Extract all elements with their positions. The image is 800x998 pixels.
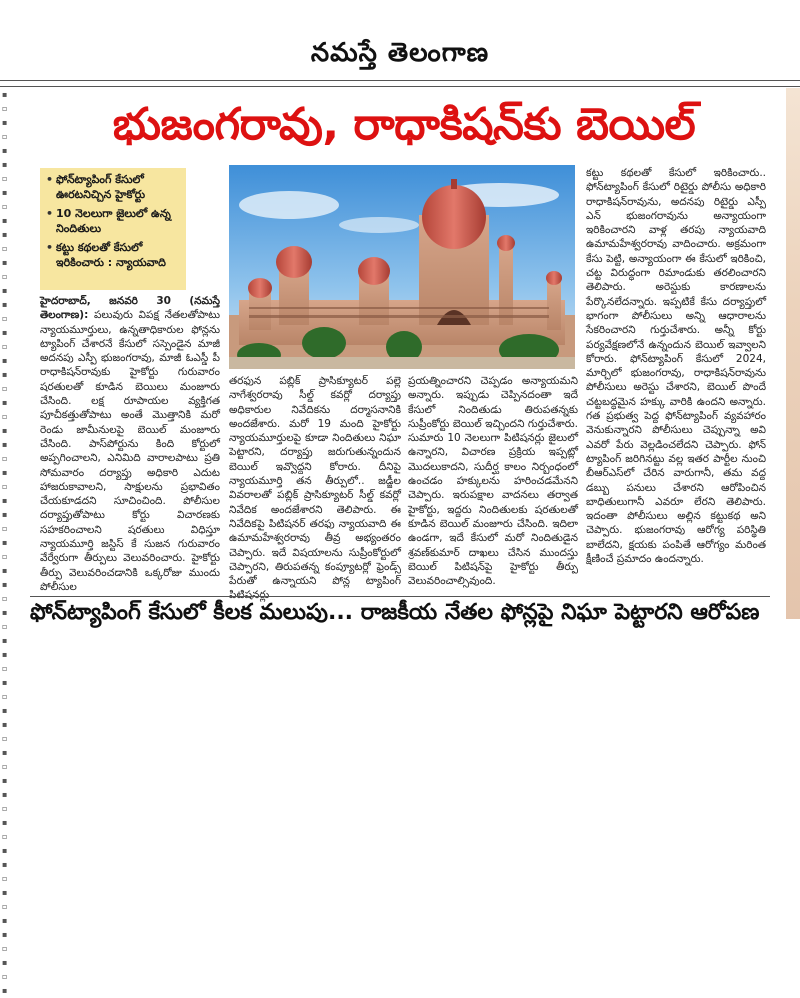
bullet-icon: • (46, 173, 54, 186)
article-text: కట్టు కథలతో కేసులో ఇరికించారు.. ఫోన్‌ట్యాపింగ్ కేసులో రిటైర్డు పోలీసు అధికారి రాధాకిషన్‌రావును, అదనపు రిటైర్డు ఎస్పీ ఎన్ భుజంగరావును అన్యాయంగా ఇరికించారని వాళ్ల తరపు న్యాయవాది ఉమామహేశ్వరరావు వాదించారు. అక్రమంగా కేసు పెట్టి, అన్యాయంగా ఈ కేసులో ఇరికించి, చట్ట విరుద్ధంగా రిమాండుకు తరలించారని తెలిపారు. అరెస్టుకు కారణాలను పేర్కొనలేదన్నారు. ఇప్పటికే కేసు దర్యాప్తులో భాగంగా పోలీసులు అన్ని ఆధారాలను సేకరించారని గుర్తుచేశారు. అన్నీ కోర్టు పర్యవేక్షణలోనే ఉన్నందున బెయిల్ ఇవ్వాలని కోరారు. ఫోన్‌ట్యాపింగ్ కేసులో 2024, మార్చిలో భుజంగరావు, రాధాకిషన్‌రావును పోలీసులు అరెస్టు చేశారని, బెయిల్ పొందే చట్టబద్ధమైన హక్కు వారికి ఉందని అన్నారు. గత ప్రభుత్వ పెద్ద ఫోన్‌ట్యాపింగ్ వ్యవహారం వెనుకున్నారని పోలీసులు చెప్పున్నా అవి ఎవరో పేరు వెల్లడించలేదని చెప్పారు. ఫోన్ ట్యాపింగ్ జరిగినట్టు వల్ల ఇతర పార్టీల నుంచి బీఆర్‌ఎస్‌లో చేరిన వారుగానీ, తమ వద్ద డబ్బు పనులు చేశారని ఆరోపించిన బాధితులుగానీ ఎవరూ లేరని తెలిపారు. ఇదంతా పోలీసులు అల్లిన కట్టుకథ అని చెప్పారు. భుజంగరావు ఆరోగ్య పరిస్థితి బాలేదని, క్షయకు పంపితే ఆరోగ్యం మరింత క్షీణించే ప్రమాదం ఉందన్నారు. (586, 167, 766, 566)
highlights-box (40, 168, 186, 290)
right-adjacent-image-strip (786, 88, 800, 619)
article-text: తరఫున పబ్లిక్ ప్రాసిక్యూటర్ పల్లె నాగేశ్వరరావు సీల్డ్ కవర్లో దర్యాప్తు అధికారుల నివేదికను దర్మాసనానికి అందజేశారు. మరో 19 మంది హైకోర్టు న్యాయమూర్తులపై కూడా నిందితులు నిఘా పెట్టారని, దర్యాప్తు జరుగుతున్నందున బెయిల్ ఇవ్వొద్దని కోరారు. దీనిపై న్యాయమూర్తి తన తీర్పులో.. జడ్జీల వివరాలతో పబ్లిక్ ప్రాసిక్యూటర్ సీల్డ్ కవర్లో నివేదిక అందజేశారని తెలిపారు. ఈ నివేదికపై పిటిషనర్ తరఫు న్యాయవాది ఈ ఉమామహేశ్వరరావు తీవ్ర అభ్యంతరం చెప్పారు. ఇదే విషయాలను సుప్రీంకోర్టులో చెప్పారని, తిరుపతన్న కంప్యూటర్లో ఫ్రెండ్స్ పేరుతో ఉన్నాయని పోన్ల ట్యాపింగ్ (229, 375, 401, 588)
masthead-bottom-rule (0, 86, 800, 87)
highlight-item: • 10 నెలలుగా జైలులో ఉన్న నిందితులు (46, 207, 171, 235)
masthead-top-rule (0, 80, 800, 81)
headline: భుజంగరావు, రాధాకిషన్‌కు బెయిల్ (112, 99, 696, 150)
highlight-item: • కట్టు కథలతో కేసులో ఇరికించారు : న్యాయవాది (46, 241, 166, 269)
masthead-logo-text: నమస్తే తెలంగాణ (310, 38, 490, 68)
article-text: పలువురు విపక్ష నేతలతోపాటు న్యాయమూర్తులు, ఉన్నతాధికారుల ఫోన్లను ట్యాపింగ్ చేశారనే కేసులో సస్పెండైన మాజీ అదనపు ఎస్పీ భుజంగరావు, మాజీ ఓఎస్డీ పీ రాధాకిషన్‌రావుకు హైకోర్టు గురువారం షరతులతో కూడిన బెయిలు మంజూరు చేసింది. లక్ష రూపాయల వ్యక్తిగత పూచీకత్తుతోపాటు అంతే మొత్తానికి మరో రెండు జామీనులపై బెయిల్ మంజూరు చేసింది. పాస్‌పోర్టును కింది కోర్టులో అప్పగించాలని, ఎనిమిది వారాలపాటు ప్రతి సోమవారం దర్యాప్తు అధికారి ఎదుట హాజరుకావాలని, సాక్షులను ప్రభావితం చేయకూడదని సూచించింది. పోలీసుల దర్యాప్తుతోపాటు కోర్టు విచారణకు సహకరించాలని షరతులు విధిస్తూ న్యాయమూర్తి జస్టిస్ కే సుజన గురువారం వేర్వేరుగా తీర్పులు వెలువరించారు. హైకోర్టు తీర్పు వెలువరించడానికి ఒక్కరోజు ముందు పోలీసుల (40, 309, 220, 593)
article-column-4 (586, 166, 766, 590)
highlight-item: • ఫోన్‌ట్యాపింగ్ కేసులో ఊరటనిచ్చిన హైకోర్టు (46, 173, 146, 201)
dateline: హైదరాబాద్, జనవరి 30 (నమస్తే తెలంగాణ): (40, 295, 220, 322)
left-adjacent-column-strip: ▪▫▪▫▪▪▫▪▫▪▪▫▪▫▪▪▫▪▫▪▪▫▪▫▪▪▫▪▫▪▪▫▪▫▪▪▫▪▫▪▪▫▪▫▪▪▫▪▫▪▪▫▪▫▪▪▫▪▫▪▪▫▪▫▪ (2, 90, 8, 995)
bottom-rule (30, 596, 770, 597)
bullet-icon: • (46, 207, 54, 220)
masthead (0, 38, 800, 74)
article-column-3 (408, 374, 578, 590)
next-article-headline: ఫోన్‌ట్యాపింగ్ కేసులో కీలక మలుపు... రాజకీయ నేతల ఫోన్లపై నిఘా పెట్టారని ఆరోపణ (30, 600, 760, 625)
high-court-building-photo (229, 165, 575, 369)
article-column-2 (229, 374, 401, 590)
bullet-icon: • (46, 241, 54, 254)
article-column-1 (40, 294, 220, 593)
article-text: ప్రయత్నించారని చెప్పడం అన్యాయమని అన్నారు. ఇప్పుడు చెప్పినదంతా ఇదే కేసులో నిందితుడు తిరుపతన్నకు సుప్రీంకోర్టు బెయిల్ ఇచ్చిందని గుర్తుచేశారు. సుమారు 10 నెలలుగా పిటిషనర్లు జైలులో ఉన్నారని, విచారణ ప్రక్రియ ఇప్పట్లో మొదలుకాదని, సుదీర్ఘ కాలం నిర్బంధంలో ఉంచడం హక్కులను హరించడమేనని చెప్పారు. ఇరుపక్షాల వాదనలు తర్వాత హైకోర్టు, ఇద్దరు నిందితులకు షరతులతో కూడిన బెయిల్ మంజూరు చేసింది. ఇదిలా ఉండగా, ఇదే కేసులో మరో నిందితుడైన శ్రవణ్‌కుమార్ దాఖలు చేసిన ముందస్తు బెయిల్ పిటిషన్‌పై హైకోర్టు తీర్పు వెలువరించాల్సివుంది. (408, 375, 578, 588)
